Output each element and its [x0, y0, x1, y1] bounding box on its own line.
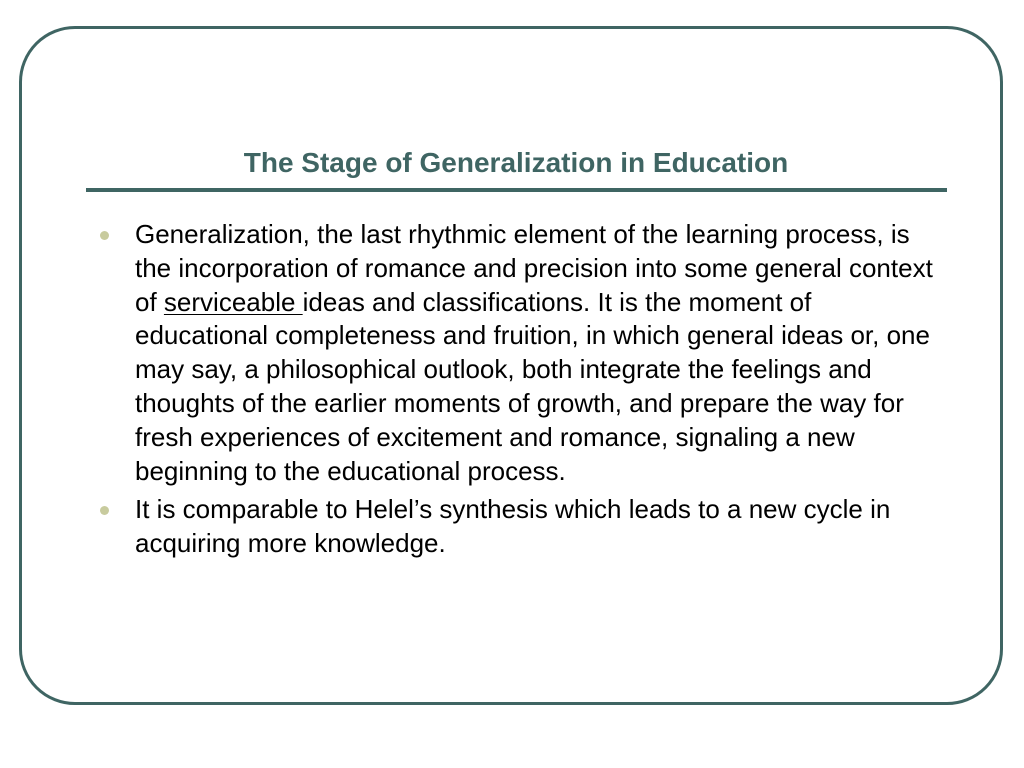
- underlined-word-serviceable: serviceable: [163, 286, 303, 317]
- bullet-text-part: ideas and classifications. It is the moment of educational completeness and fruition, in which general ideas or, one may say, a philosophical outlook, both integrate the feelings and thoughts of the earlier moments of growth, and prepare the way for fresh experiences of excitement and romance, signaling a new beginning to the educational process.: [135, 286, 930, 486]
- bullet-item-generalization: [100, 218, 940, 488]
- bullet-text-part: Generalization, the last rhythmic element of the learning process, is the incorporation of romance and precision into some general context of: [135, 219, 933, 317]
- title-underline-rule: [86, 188, 947, 192]
- bullet-dot-icon: [100, 506, 109, 515]
- bullet-dot-icon: [100, 231, 109, 240]
- slide-title: The Stage of Generalization in Education: [243, 147, 789, 178]
- bullet-text: It is comparable to Helel’s synthesis which leads to a new cycle in acquiring more knowledge.: [135, 494, 891, 559]
- bullet-item-synthesis: [100, 493, 940, 561]
- bullet-list: [100, 218, 940, 566]
